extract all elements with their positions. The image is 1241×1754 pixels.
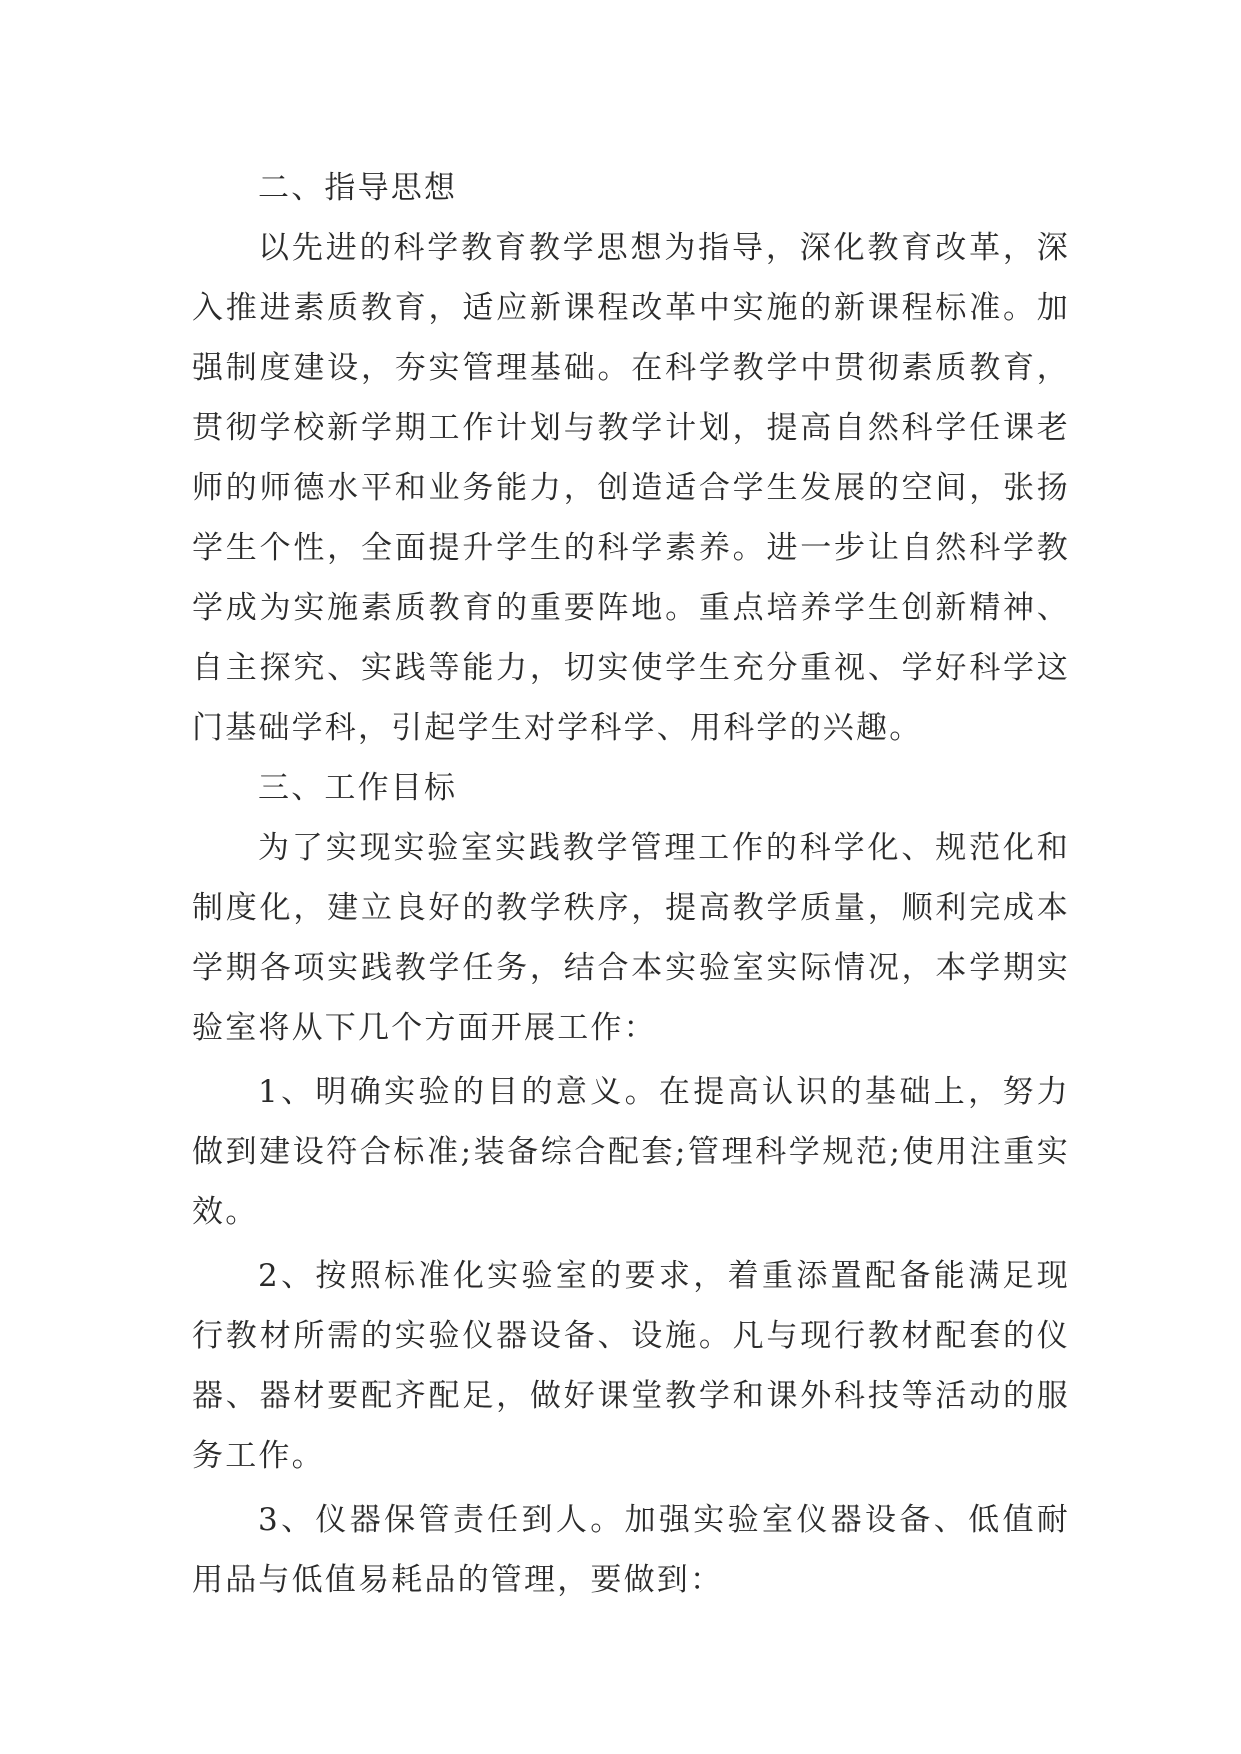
- paragraph-work-goals: 为了实现实验室实践教学管理工作的科学化、规范化和制度化，建立良好的教学秩序，提高教学质量，顺利完成本学期各项实践教学任务，结合本实验室实际情况，本学期实验室将从下几个方面开展工作：: [192, 830, 1070, 1046]
- document-body: [192, 158, 1070, 1610]
- list-item-3: 3、仪器保管责任到人。加强实验室仪器设备、低值耐用品与低值易耗品的管理，要做到：: [192, 1502, 1070, 1598]
- list-item-1: 1、明确实验的目的意义。在提高认识的基础上，努力做到建设符合标准;装备综合配套;管理科学规范;使用注重实效。: [192, 1074, 1070, 1230]
- section-heading-guiding-ideology: 二、指导思想: [258, 170, 458, 206]
- section-heading-work-goals: 三、工作目标: [258, 770, 458, 806]
- paragraph-guiding-ideology: 以先进的科学教育教学思想为指导，深化教育改革，深入推进素质教育，适应新课程改革中实施的新课程标准。加强制度建设，夯实管理基础。在科学教学中贯彻素质教育，贯彻学校新学期工作计划与教学计划，提高自然科学任课老师的师德水平和业务能力，创造适合学生发展的空间，张扬学生个性，全面提升学生的科学素养。进一步让自然科学教学成为实施素质教育的重要阵地。重点培养学生创新精神、自主探究、实践等能力，切实使学生充分重视、学好科学这门基础学科，引起学生对学科学、用科学的兴趣。: [192, 230, 1070, 746]
- list-item-2: 2、按照标准化实验室的要求，着重添置配备能满足现行教材所需的实验仪器设备、设施。凡与现行教材配套的仪器、器材要配齐配足，做好课堂教学和课外科技等活动的服务工作。: [192, 1258, 1070, 1474]
